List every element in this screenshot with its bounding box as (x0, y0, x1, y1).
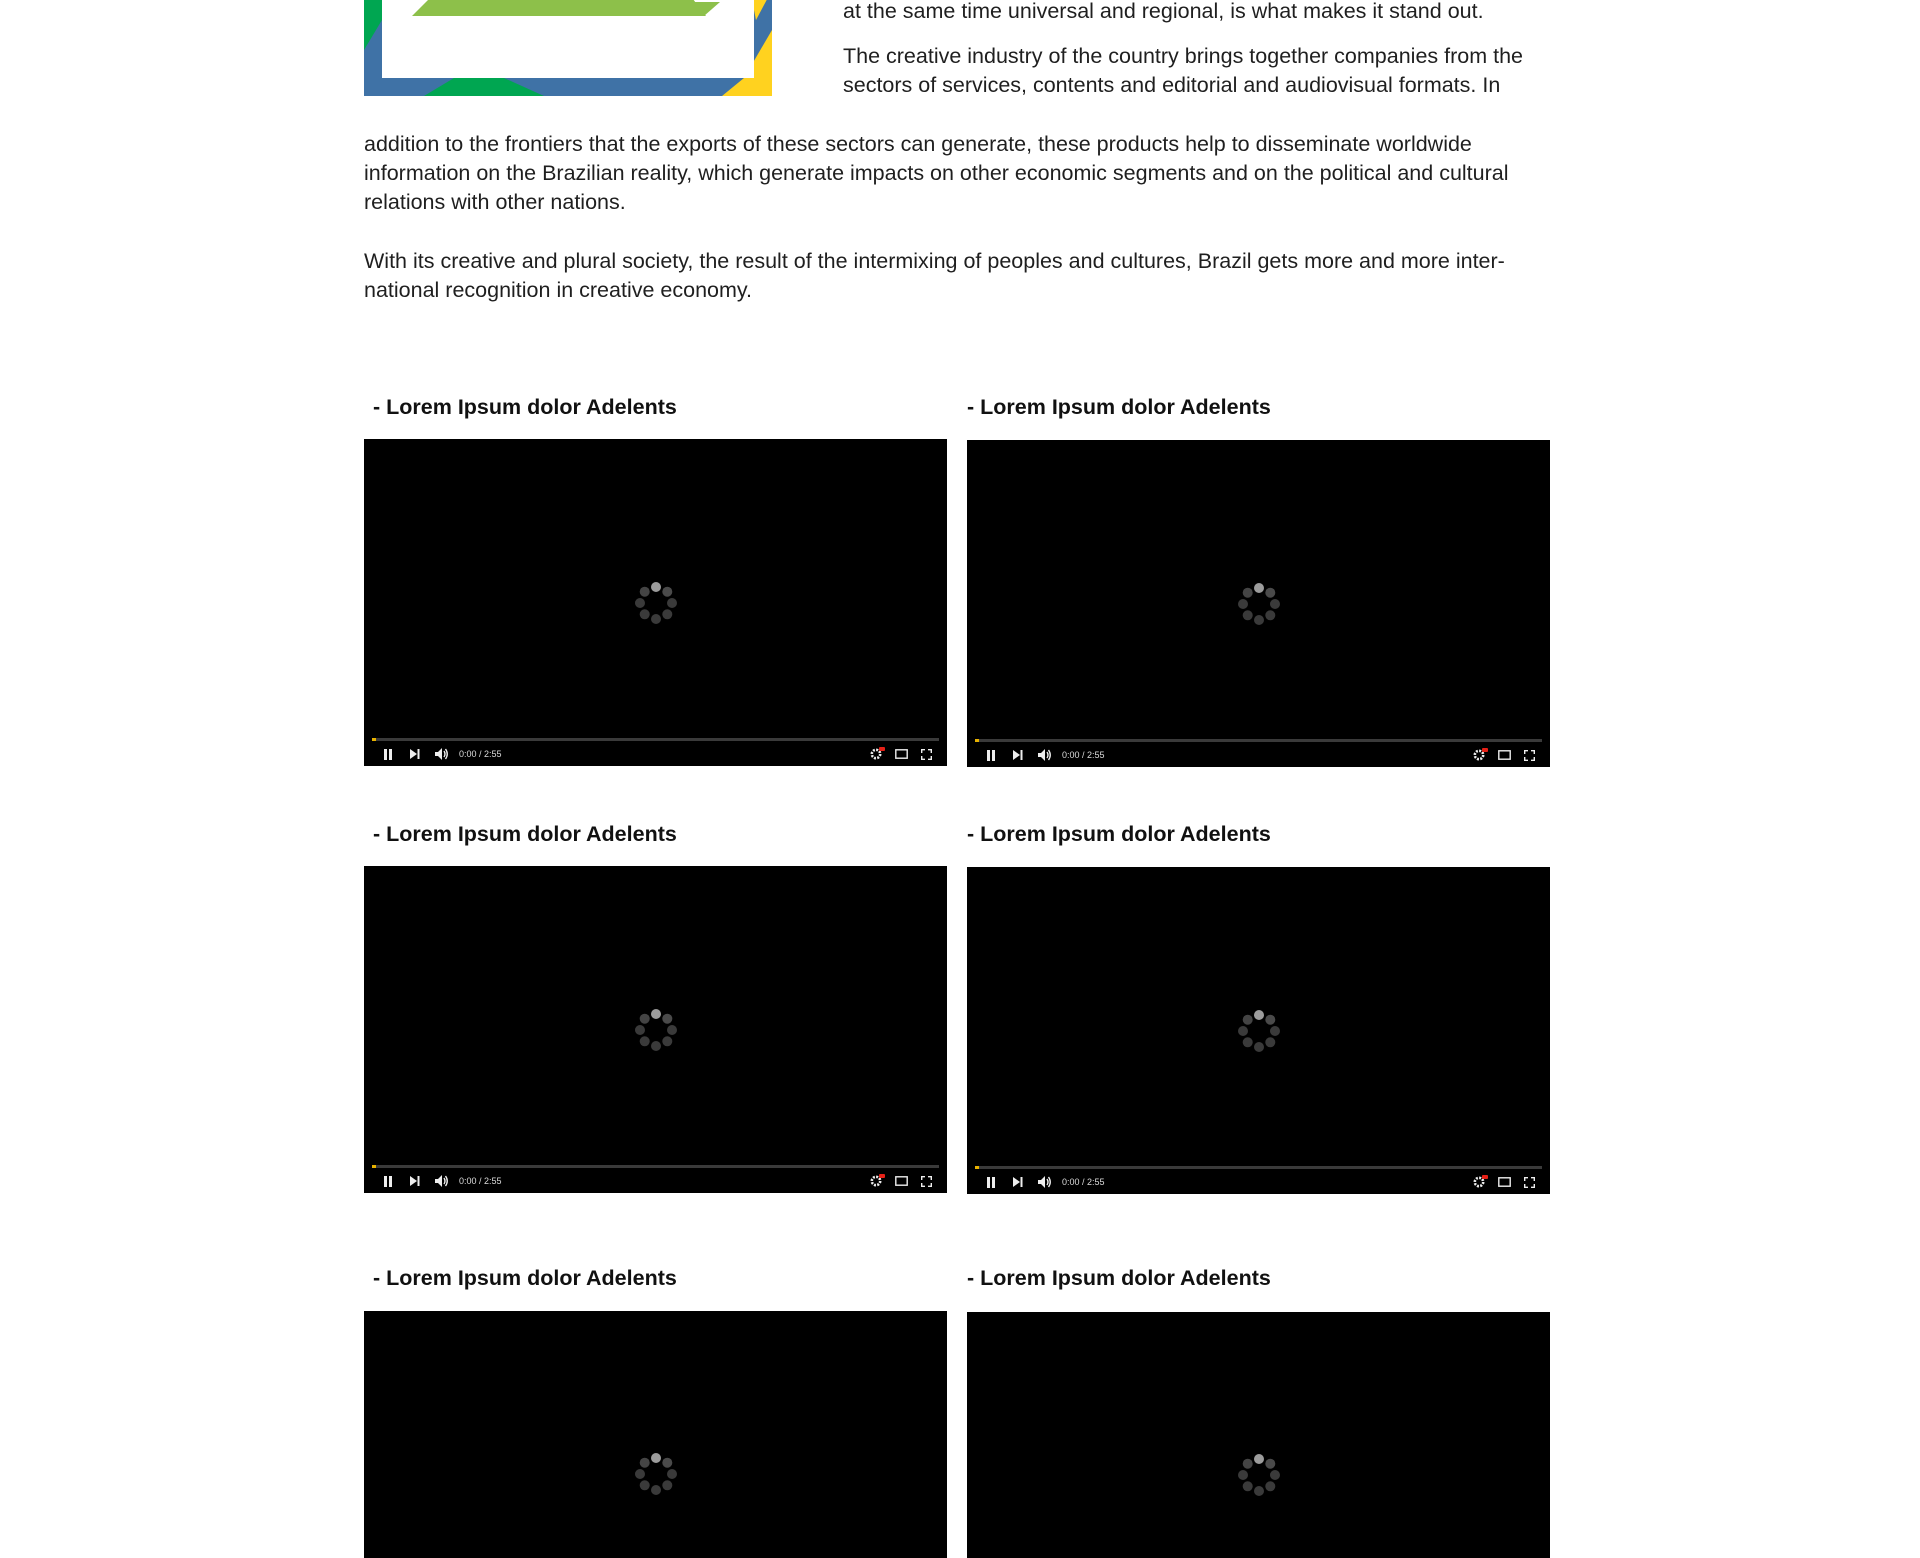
article-paragraph-creative-line2: sectors of services, contents and editorial and audiovisual formats. In (843, 73, 1501, 97)
seek-bar-progress (975, 739, 979, 742)
video-title: - Lorem Ipsum dolor Adelents (373, 395, 677, 419)
skip-next-icon (410, 1176, 420, 1186)
pause-icon (383, 1176, 393, 1187)
video-player[interactable] (364, 1311, 947, 1558)
pause-button[interactable] (980, 1170, 1002, 1194)
hd-badge (879, 747, 885, 751)
fullscreen-icon (921, 749, 932, 760)
seek-bar[interactable] (372, 738, 939, 741)
video-player[interactable] (967, 1312, 1550, 1558)
fullscreen-icon (1524, 750, 1535, 761)
article-paragraph-partial: at the same time universal and regional, is what makes it stand out. (843, 0, 1484, 23)
video-title: - Lorem Ipsum dolor Adelents (373, 822, 677, 846)
pause-button[interactable] (980, 743, 1002, 767)
article-paragraph-plural-society: With its creative and plural society, the result of the intermixing of peoples and cultures, Brazil gets more and more inter-national recognition in creative economy. (364, 249, 1505, 302)
player-controls (967, 743, 1550, 767)
settings-button[interactable] (865, 742, 887, 766)
fullscreen-button[interactable] (915, 1169, 937, 1193)
article-paragraph-creative-line1: The creative industry of the country brings together companies from the (843, 44, 1523, 68)
pause-button[interactable] (377, 1169, 399, 1193)
hd-badge (879, 1174, 885, 1178)
pause-icon (986, 1177, 996, 1188)
theater-mode-button[interactable] (890, 742, 912, 766)
volume-button[interactable] (1034, 1170, 1056, 1194)
skip-next-icon (1013, 750, 1023, 760)
seek-bar-progress (372, 738, 376, 741)
hd-badge (1482, 1175, 1488, 1179)
fullscreen-icon (921, 1176, 932, 1187)
fullscreen-button[interactable] (1518, 743, 1540, 767)
player-controls (967, 1170, 1550, 1194)
volume-button[interactable] (1034, 743, 1056, 767)
volume-icon (435, 1175, 449, 1187)
pause-button[interactable] (377, 742, 399, 766)
theater-mode-icon (895, 1176, 908, 1186)
settings-button[interactable] (1468, 743, 1490, 767)
volume-icon (435, 748, 449, 760)
video-title: - Lorem Ipsum dolor Adelents (967, 1266, 1271, 1290)
skip-next-icon (410, 749, 420, 759)
video-time: 0:00 / 2:55 (459, 1176, 502, 1186)
video-time: 0:00 / 2:55 (1062, 1177, 1105, 1187)
brazil-creative-logo (364, 0, 772, 96)
skip-next-icon (1013, 1177, 1023, 1187)
video-title: - Lorem Ipsum dolor Adelents (373, 1266, 677, 1290)
player-controls (364, 742, 947, 766)
theater-mode-button[interactable] (890, 1169, 912, 1193)
volume-icon (1038, 749, 1052, 761)
video-player[interactable] (364, 866, 947, 1193)
pause-icon (383, 749, 393, 760)
next-button[interactable] (1007, 743, 1029, 767)
theater-mode-icon (1498, 750, 1511, 760)
article-paragraph-creative-continued: addition to the frontiers that the exports of these sectors can generate, these products help to disseminate worldwide information on the Brazilian reality, which generate impacts on other economic segments and on the political and cultural relations with other nations. (364, 132, 1509, 214)
video-player[interactable] (364, 439, 947, 766)
next-button[interactable] (404, 1169, 426, 1193)
fullscreen-button[interactable] (1518, 1170, 1540, 1194)
pause-icon (986, 750, 996, 761)
video-time: 0:00 / 2:55 (1062, 750, 1105, 760)
next-button[interactable] (1007, 1170, 1029, 1194)
video-title: - Lorem Ipsum dolor Adelents (967, 395, 1271, 419)
fullscreen-icon (1524, 1177, 1535, 1188)
player-controls (364, 1169, 947, 1193)
next-button[interactable] (404, 742, 426, 766)
seek-bar[interactable] (975, 739, 1542, 742)
seek-bar[interactable] (372, 1165, 939, 1168)
fullscreen-button[interactable] (915, 742, 937, 766)
seek-bar-progress (975, 1166, 979, 1169)
volume-icon (1038, 1176, 1052, 1188)
theater-mode-icon (895, 749, 908, 759)
theater-mode-button[interactable] (1493, 1170, 1515, 1194)
volume-button[interactable] (431, 742, 453, 766)
seek-bar-progress (372, 1165, 376, 1168)
hd-badge (1482, 748, 1488, 752)
video-time: 0:00 / 2:55 (459, 749, 502, 759)
settings-button[interactable] (865, 1169, 887, 1193)
video-title: - Lorem Ipsum dolor Adelents (967, 822, 1271, 846)
video-player[interactable] (967, 867, 1550, 1194)
theater-mode-icon (1498, 1177, 1511, 1187)
video-player[interactable] (967, 440, 1550, 767)
theater-mode-button[interactable] (1493, 743, 1515, 767)
settings-button[interactable] (1468, 1170, 1490, 1194)
volume-button[interactable] (431, 1169, 453, 1193)
seek-bar[interactable] (975, 1166, 1542, 1169)
